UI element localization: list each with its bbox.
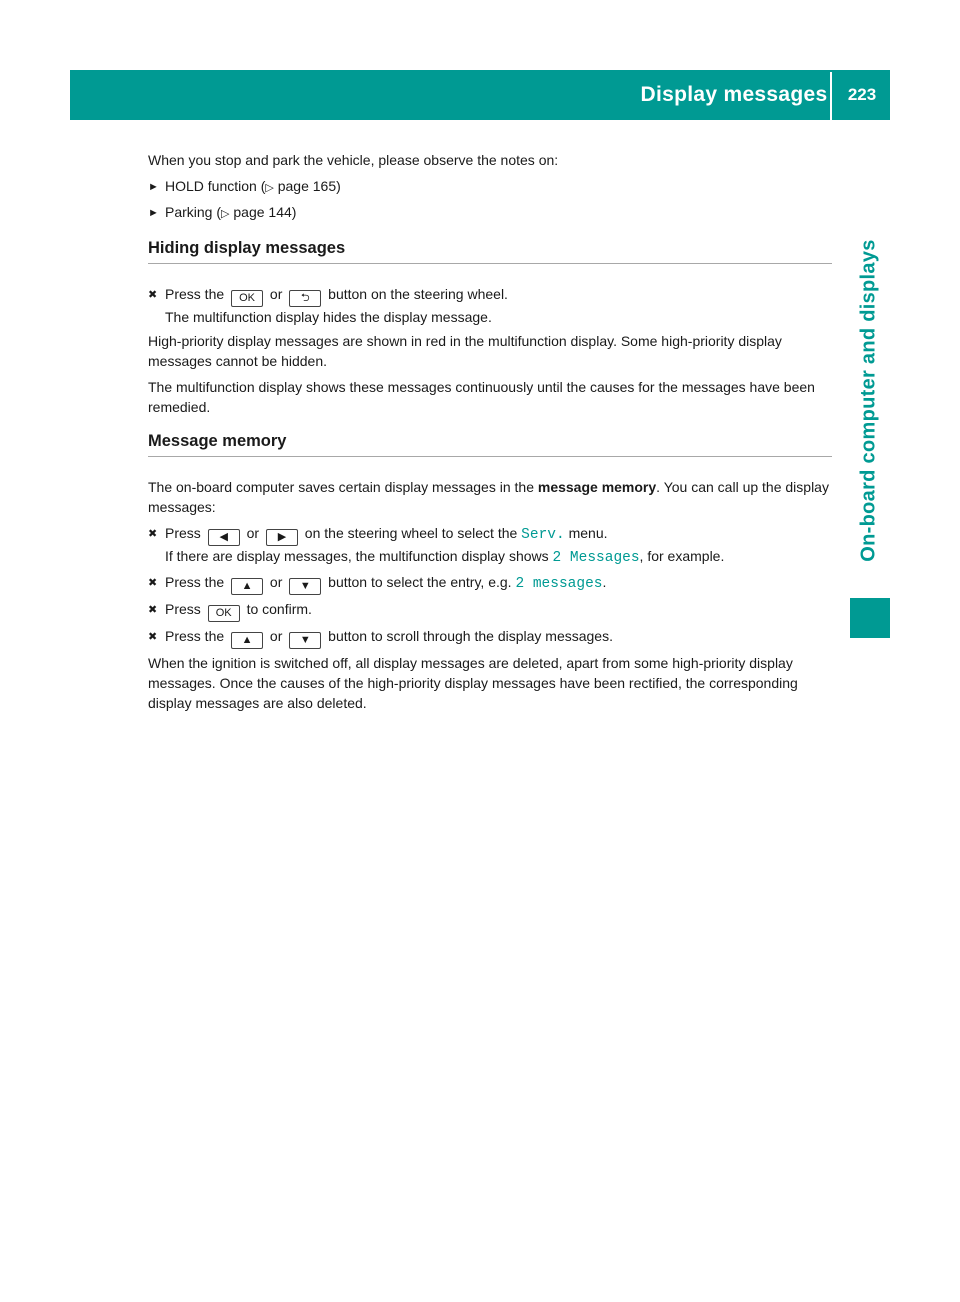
down-key-icon: ▼	[289, 632, 321, 649]
chapter-title: On-board computer and displays	[857, 238, 880, 562]
chapter-side-tab	[848, 210, 890, 590]
list-item: ► HOLD function (▷ page 165)	[148, 176, 832, 198]
step-marker-icon: ✖	[148, 577, 158, 589]
page-content	[148, 150, 832, 719]
display-text: 2 Messages	[552, 550, 640, 566]
display-text: Serv.	[521, 527, 565, 543]
back-key-icon: ⮌	[289, 290, 321, 307]
instruction-step: ✖ Press the OK or ⮌ button on the steering wheel. The multifunction display hides the display message.	[148, 286, 508, 325]
step-marker-icon: ✖	[148, 289, 158, 301]
bullet-icon: ►	[148, 181, 159, 193]
step-marker-icon: ✖	[148, 604, 158, 616]
left-key-icon: ◀	[208, 529, 240, 546]
heading-memory: Message memory	[148, 431, 832, 457]
down-key-icon: ▼	[289, 578, 321, 595]
bullet-icon: ►	[148, 207, 159, 219]
intro-text: When you stop and park the vehicle, please observe the notes on:	[148, 152, 559, 168]
page-reference-icon: ▷	[221, 208, 230, 220]
instruction-step: ✖ Press OK to confirm.	[148, 599, 832, 622]
chapter-marker	[850, 598, 890, 638]
section-title: Display messages	[640, 83, 828, 106]
instruction-step: ✖ Press ◀ or ▶ on the steering wheel to select the Serv. menu. If there are display messages, the multifunction display shows 2 Messages, for example.	[148, 525, 725, 566]
up-key-icon: ▲	[231, 578, 263, 595]
closing-paragraph: When the ignition is switched off, all display messages are deleted, apart from some high-priority display messages. Once the causes of the high-priority display messages have been rectified, the corresponding display messages are also deleted.	[148, 655, 798, 711]
ok-key-icon: OK	[208, 605, 240, 622]
step-marker-icon: ✖	[148, 631, 158, 643]
list-item: ► Parking (▷ page 144)	[148, 202, 832, 224]
page-reference-icon: ▷	[265, 182, 274, 194]
paragraph: The multifunction display shows these messages continuously until the causes for the messages have been remedied.	[148, 379, 815, 415]
instruction-step: ✖ Press the ▲ or ▼ button to select the entry, e.g. 2 messages.	[148, 572, 832, 595]
ok-key-icon: OK	[231, 290, 263, 307]
up-key-icon: ▲	[231, 632, 263, 649]
instruction-step: ✖ Press the ▲ or ▼ button to scroll through the display messages.	[148, 626, 832, 649]
right-key-icon: ▶	[266, 529, 298, 546]
step-result: The multifunction display hides the display message.	[165, 309, 492, 325]
display-text: 2 messages	[515, 576, 603, 592]
header-divider	[830, 72, 832, 120]
paragraph: High-priority display messages are shown in red in the multifunction display. Some high-priority display messages cannot be hidden.	[148, 333, 782, 369]
step-marker-icon: ✖	[148, 528, 158, 540]
heading-hiding: Hiding display messages	[148, 238, 832, 264]
page-number: 223	[847, 85, 877, 104]
memory-intro: The on-board computer saves certain display messages in the message memory. You can call up the display messages:	[148, 479, 829, 515]
